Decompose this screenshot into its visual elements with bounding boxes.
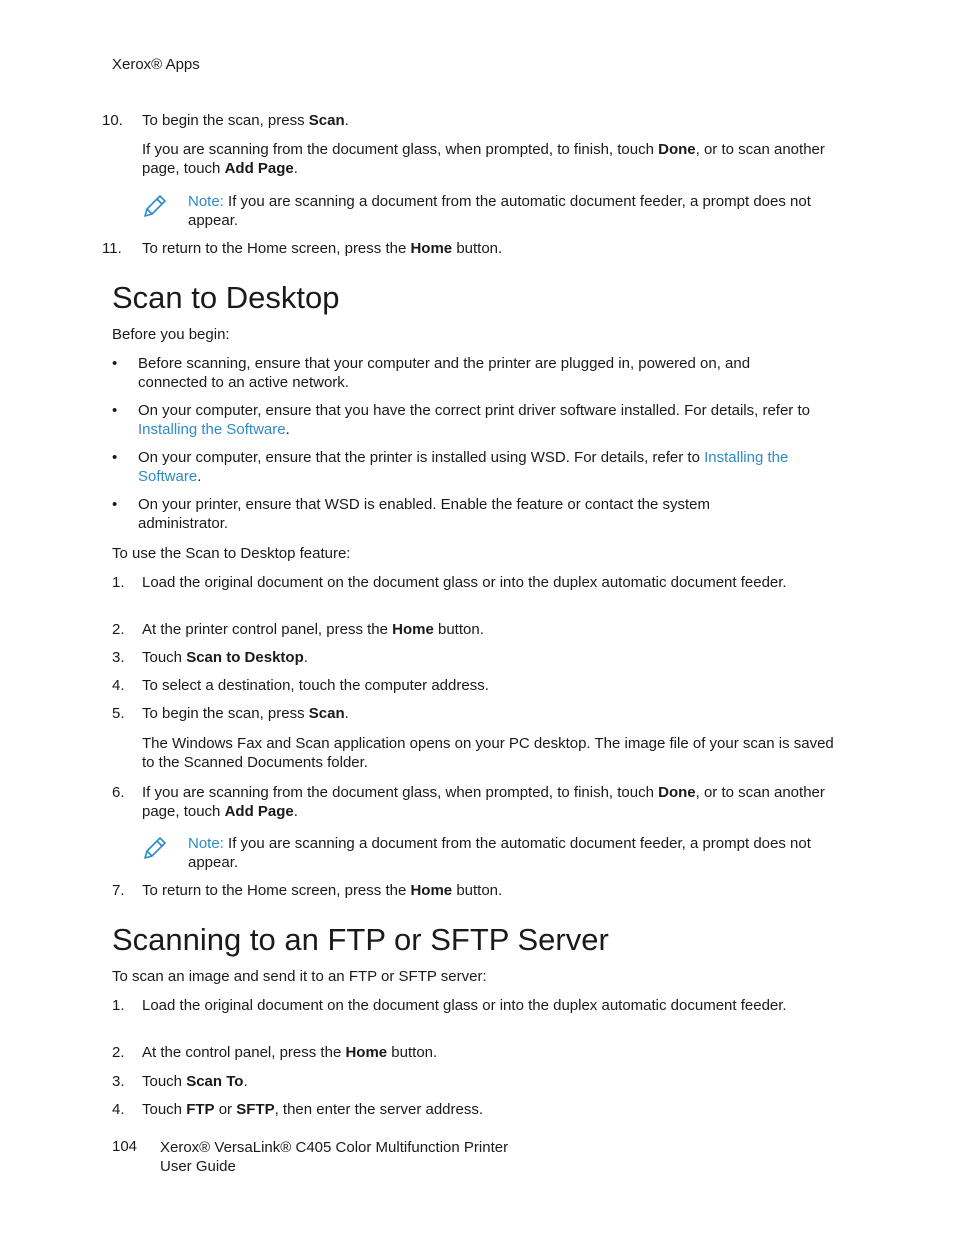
installing-software-link[interactable]: Installing the Software bbox=[138, 421, 286, 438]
step-paragraph: If you are scanning from the document glass, when prompted, to finish, touch Done, or to scan another page, touch Add Page. bbox=[142, 141, 825, 177]
intro-text: Before you begin: bbox=[112, 326, 230, 343]
step-text: To select a destination, touch the computer address. bbox=[142, 677, 489, 694]
step-text: To return to the Home screen, press the Home button. bbox=[142, 882, 503, 899]
step-number: 11. bbox=[102, 240, 122, 257]
note: Note: If you are scanning a document from the automatic document feeder, a prompt does not appear. bbox=[188, 835, 811, 871]
step-number: 1. bbox=[112, 574, 125, 591]
step-number: 6. bbox=[112, 784, 125, 801]
step-number: 2. bbox=[112, 621, 125, 638]
footer-line: User Guide bbox=[160, 1158, 236, 1175]
note-label: Note: bbox=[188, 835, 224, 852]
step-number: 10. bbox=[102, 112, 123, 129]
section-title: Scan to Desktop bbox=[112, 280, 340, 315]
pencil-icon bbox=[142, 193, 168, 219]
bullet-text: On your computer, ensure that you have the correct print driver software installed. For details, refer to Installing the Software. bbox=[138, 402, 810, 438]
step-number: 7. bbox=[112, 882, 125, 899]
step-text: At the printer control panel, press the Home button. bbox=[142, 621, 484, 638]
footer-line: Xerox® VersaLink® C405 Color Multifunction Printer bbox=[160, 1139, 509, 1156]
bullet-text: On your printer, ensure that WSD is enabled. Enable the feature or contact the system administrator. bbox=[138, 496, 710, 532]
note-label: Note: bbox=[188, 193, 224, 210]
intro-text: To scan an image and send it to an FTP or SFTP server: bbox=[112, 968, 487, 985]
bullet-text: Before scanning, ensure that your computer and the printer are plugged in, powered on, and connected to an active network. bbox=[138, 355, 751, 391]
installing-software-link[interactable]: Installing the Software bbox=[138, 449, 789, 485]
step-number: 5. bbox=[112, 705, 125, 722]
step-number: 2. bbox=[112, 1044, 125, 1061]
step-text: If you are scanning from the document glass, when prompted, to finish, touch Done, or to scan another page, touch Add Page. bbox=[142, 784, 825, 820]
step-text: Load the original document on the document glass or into the duplex automatic document feeder. bbox=[142, 997, 787, 1014]
lead-text: To use the Scan to Desktop feature: bbox=[112, 545, 351, 562]
step-text: At the control panel, press the Home button. bbox=[142, 1044, 438, 1061]
running-head: Xerox® Apps bbox=[112, 56, 200, 73]
bullet-marker: • bbox=[112, 355, 118, 372]
step-number: 4. bbox=[112, 677, 125, 694]
bullet-text: On your computer, ensure that the printer is installed using WSD. For details, refer to Installing the Software. bbox=[138, 449, 789, 485]
step-text: Touch Scan To. bbox=[142, 1073, 248, 1090]
step-text: Touch FTP or SFTP, then enter the server address. bbox=[142, 1101, 484, 1118]
step-text: To begin the scan, press Scan. bbox=[142, 112, 349, 129]
step-paragraph: The Windows Fax and Scan application opens on your PC desktop. The image file of your scan is saved to the Scanned Documents folder. bbox=[142, 735, 834, 771]
step-number: 3. bbox=[112, 1073, 125, 1090]
step-text: Touch Scan to Desktop. bbox=[142, 649, 308, 666]
section-title: Scanning to an FTP or SFTP Server bbox=[112, 922, 609, 957]
bullet-marker: • bbox=[112, 402, 118, 419]
step-number: 3. bbox=[112, 649, 125, 666]
page-number: 104 bbox=[112, 1138, 138, 1155]
step-number: 4. bbox=[112, 1101, 125, 1118]
bullet-marker: • bbox=[112, 496, 118, 513]
step-text: Load the original document on the document glass or into the duplex automatic document feeder. bbox=[142, 574, 787, 591]
bullet-marker: • bbox=[112, 449, 118, 466]
pencil-icon bbox=[142, 835, 168, 861]
footer-title bbox=[160, 1138, 508, 1176]
step-number: 1. bbox=[112, 997, 125, 1014]
step-text: To return to the Home screen, press the Home button. bbox=[142, 240, 503, 257]
note: Note: If you are scanning a document from the automatic document feeder, a prompt does not appear. bbox=[188, 193, 811, 229]
step-text: To begin the scan, press Scan. bbox=[142, 705, 349, 722]
